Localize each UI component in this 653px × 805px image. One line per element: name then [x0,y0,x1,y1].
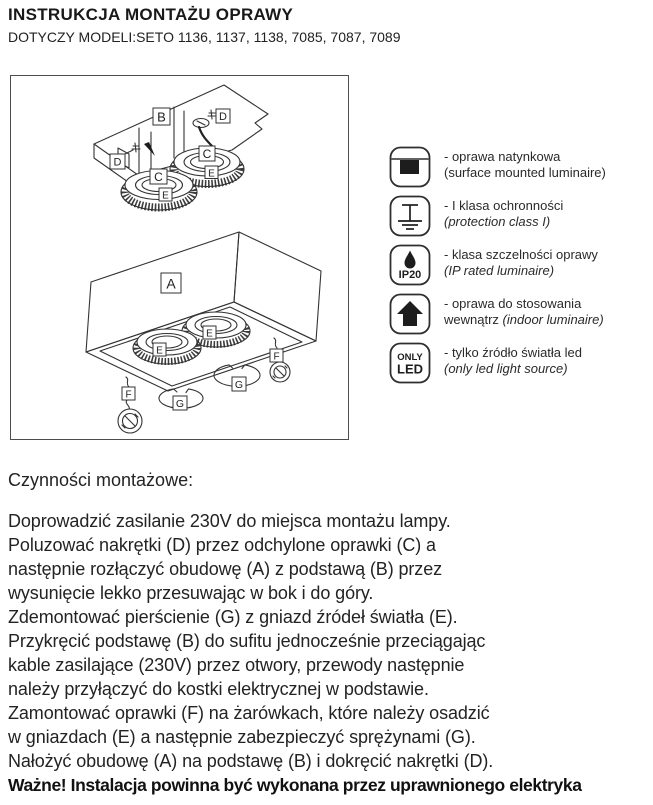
svg-text:E: E [156,345,163,357]
instruction-line: należy przyłączyć do kostki elektrycznej w podstawie. [8,679,429,699]
legend-item-indoor [389,293,647,335]
legend-label: - oprawa natynkowa [444,149,561,164]
model-list: DOTYCZY MODELI:SETO 1136, 1137, 1138, 7085, 7087, 7089 [8,29,401,45]
instruction-line: w gniazdach (E) a następnie zabezpieczyć sprężynami (G). [8,727,476,747]
legend-label-en: (protection class I) [444,214,551,229]
instructions-heading: Czynności montażowe: [8,470,194,490]
ip20-icon [389,244,431,286]
instruction-line: wysunięcie lekko przesuwając w bok i do góry. [8,583,374,603]
instruction-line: następnie rozłączyć obudowę (A) z podstawą (B) przez [8,559,443,579]
label-lampholder-f-left [122,387,135,401]
label-socket-e-lower-right [203,326,216,340]
label-lampholder-f-right [270,349,283,363]
surface-mounted-icon [389,146,431,188]
gland-slot [197,121,205,125]
socket-ring-left [133,329,201,364]
assembly-diagram [11,76,348,439]
legend-label: - I klasa ochronności [444,198,564,213]
legend [389,146,647,391]
svg-text:ONLY: ONLY [397,352,423,363]
indoor-icon [389,293,431,335]
svg-text:IP20: IP20 [398,269,422,281]
page-title: INSTRUKCJA MONTAŻU OPRAWY [8,5,294,24]
legend-label: - oprawa do stosowania [444,296,582,311]
svg-text:G: G [234,379,244,391]
svg-text:B: B [157,109,166,125]
svg-text:LED: LED [397,361,423,377]
label-nut-d-left [110,154,125,169]
label-nut-d-right [216,109,230,123]
label-socket-e-lower-left [153,343,166,357]
svg-text:F: F [273,351,280,363]
legend-label-en: wewnątrz (indoor luminaire) [444,312,604,327]
label-housing-a [161,273,181,293]
label-ring-g-right [232,377,246,391]
label-holder-c-right [199,146,215,161]
svg-text:E: E [208,168,215,180]
label-socket-e-right [205,166,218,179]
label-ring-g-left [173,396,187,410]
lamp-holder-left [118,377,142,433]
screw-right [208,110,216,119]
svg-text:C: C [202,147,212,161]
svg-text:E: E [162,190,169,202]
legend-label-en: (surface mounted luminaire) [444,165,606,180]
mounting-instructions [8,468,653,798]
instruction-line: Przykręcić podstawę (B) do sufitu jednocześnie przeciągając [8,631,486,651]
legend-label-en: (IP rated luminaire) [444,263,555,278]
instruction-line: Zdemontować pierścienie (G) z gniazd źródeł światła (E). [8,607,458,627]
svg-text:D: D [219,111,227,123]
instruction-line: Doprowadzić zasilanie 230V do miejsca montażu lampy. [8,511,451,531]
legend-item-surface-mounted [389,146,647,188]
wire-left [144,142,155,156]
housing-view [86,232,321,433]
svg-text:E: E [206,328,213,340]
legend-label-en: (only led light source) [444,361,568,376]
svg-text:C: C [154,170,163,184]
legend-item-only-led [389,342,647,384]
legend-item-ip20 [389,244,647,286]
diagram-frame [10,75,349,440]
svg-text:F: F [125,389,132,401]
legend-item-protection-class [389,195,647,237]
legend-label: - klasa szczelności oprawy [444,247,598,262]
warning-note: Ważne! Instalacja powinna być wykonana przez uprawnionego elektryka [8,775,582,795]
only-led-icon [389,342,431,384]
instruction-line: Poluzować nakrętki (D) przez odchylone oprawki (C) a [8,535,436,555]
wire [199,127,213,147]
base-plate-view [94,85,268,210]
svg-text:A: A [166,275,176,292]
label-holder-c-left [150,169,167,184]
header [8,5,648,45]
instruction-line: Nałożyć obudowę (A) na podstawę (B) i dokręcić nakrętki (D). [8,751,494,771]
instruction-line: kable zasilające (230V) przez otwory, przewody następnie [8,655,465,675]
instruction-line: Zamontować oprawki (F) na żarówkach, które należy osadzić [8,703,490,723]
svg-text:D: D [113,156,122,169]
label-base-b [153,108,170,125]
label-socket-e-left [159,188,172,202]
protection-class-1-icon [389,195,431,237]
svg-text:G: G [175,398,185,410]
legend-label: - tylko źródło światła led [444,345,582,360]
